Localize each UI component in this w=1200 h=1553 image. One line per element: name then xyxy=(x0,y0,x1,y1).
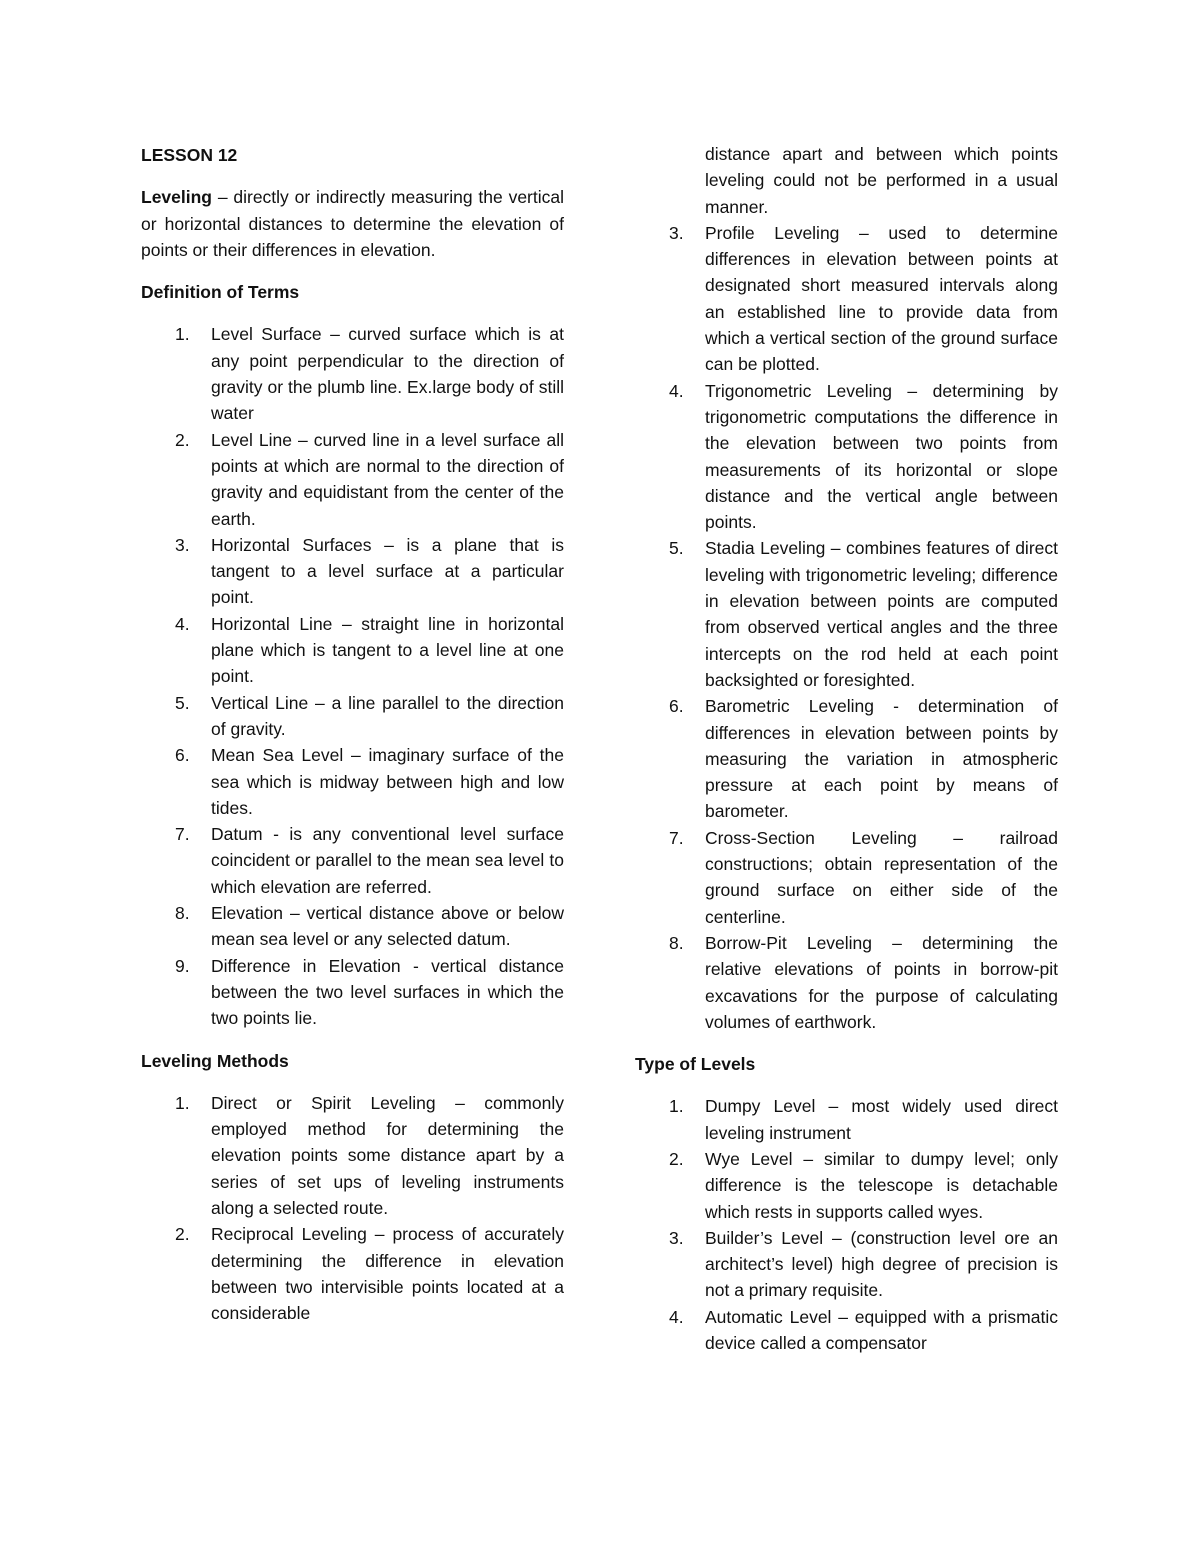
list-item xyxy=(141,742,564,821)
list-item xyxy=(635,378,1058,536)
list-number: 1. xyxy=(669,1096,684,1117)
list-number: 1. xyxy=(175,324,190,345)
list-text: Builder’s Level – (construction level ore an architect’s level) high degree of precision is not a primary requisite. xyxy=(705,1227,1058,1301)
list-number: 2. xyxy=(175,1224,190,1245)
list-text: Horizontal Surfaces – is a plane that is tangent to a level surface at a particular point. xyxy=(211,534,564,608)
list-number: 8. xyxy=(175,903,190,924)
list-number: 3. xyxy=(175,534,190,555)
list-item xyxy=(635,535,1058,693)
list-text: Direct or Spirit Leveling – commonly employed method for determining the elevation points some distance apart by a series of set ups of leveling instruments along a selected route. xyxy=(211,1092,564,1218)
right-column xyxy=(635,141,1058,1356)
list-text: Reciprocal Leveling – process of accurately determining the difference in elevation between two intervisible points located at a considerable xyxy=(211,1224,564,1324)
list-number: 7. xyxy=(669,827,684,848)
intro-paragraph xyxy=(141,184,564,263)
list-number: 3. xyxy=(669,222,684,243)
list-item xyxy=(141,690,564,743)
list-text: Mean Sea Level – imaginary surface of the sea which is midway between high and low tides. xyxy=(211,745,564,818)
list-item xyxy=(635,1146,1058,1225)
levels-heading: Type of Levels xyxy=(635,1054,756,1075)
list-item xyxy=(141,1090,564,1221)
methods-continuation: distance apart and between which points leveling could not be performed in a usual manner. xyxy=(705,144,1058,217)
list-number: 7. xyxy=(175,824,190,845)
list-item xyxy=(635,930,1058,1035)
intro-text: – directly or indirectly measuring the vertical or horizontal distances to determine the elevation of points or their differences in elevation. xyxy=(141,187,564,260)
list-text: Wye Level – similar to dumpy level; only difference is the telescope is detachable which rests in supports called wyes. xyxy=(705,1148,1058,1222)
list-item xyxy=(635,1093,1058,1146)
list-item xyxy=(141,427,564,532)
list-number: 6. xyxy=(669,696,684,717)
list-text: Borrow-Pit Leveling – determining the relative elevations of points in borrow-pit excavations for the purpose of calculating volumes of earthwork. xyxy=(705,932,1058,1032)
list-item xyxy=(141,900,564,953)
list-item xyxy=(635,220,1058,378)
list-text: Dumpy Level – most widely used direct leveling instrument xyxy=(705,1096,1058,1143)
list-item xyxy=(635,693,1058,824)
intro-term: Leveling xyxy=(141,187,212,208)
list-number: 4. xyxy=(669,1306,684,1327)
list-number: 5. xyxy=(669,538,684,559)
list-text: Automatic Level – equipped with a prismatic device called a compensator xyxy=(705,1306,1058,1354)
list-item xyxy=(635,1225,1058,1304)
definitions-list xyxy=(141,321,564,1031)
list-item xyxy=(141,321,564,426)
list-item xyxy=(635,825,1058,930)
list-number: 6. xyxy=(175,745,190,766)
list-item xyxy=(141,532,564,611)
list-number: 3. xyxy=(669,1227,684,1248)
list-item xyxy=(141,953,564,1032)
list-text: Level Line – curved line in a level surface all points at which are normal to the direction of gravity and equidistant from the center of the earth. xyxy=(211,429,564,529)
list-number: 4. xyxy=(669,380,684,401)
methods-list xyxy=(141,1090,564,1327)
list-number: 2. xyxy=(669,1148,684,1169)
list-text: Elevation – vertical distance above or below mean sea level or any selected datum. xyxy=(211,903,564,950)
list-item xyxy=(141,1221,564,1326)
list-text: Horizontal Line – straight line in horizontal plane which is tangent to a level line at one point. xyxy=(211,613,564,687)
methods-heading: Leveling Methods xyxy=(141,1050,289,1071)
list-number: 9. xyxy=(175,955,190,976)
list-item xyxy=(635,1304,1058,1357)
list-text: Barometric Leveling - determination of differences in elevation between points by measuring the variation in atmospheric pressure at each point by means of barometer. xyxy=(705,696,1058,822)
list-item xyxy=(141,821,564,900)
list-item xyxy=(141,611,564,690)
list-number: 2. xyxy=(175,429,190,450)
list-text: Level Surface – curved surface which is at any point perpendicular to the direction of gravity or the plumb line. Ex.large body of still water xyxy=(211,324,564,424)
methods-list-continued xyxy=(635,220,1058,1035)
left-column xyxy=(141,142,564,1326)
list-number: 5. xyxy=(175,692,190,713)
list-text: Trigonometric Leveling – determining by trigonometric computations the difference in the elevation between two points from measurements of its horizontal or slope distance and the vertical angle between points. xyxy=(705,380,1058,533)
list-number: 8. xyxy=(669,932,684,953)
list-text: Stadia Leveling – combines features of direct leveling with trigonometric leveling; difference in elevation between points are computed from observed vertical angles and the three intercepts on the rod held at each point backsighted or foresighted. xyxy=(705,538,1058,690)
list-text: Profile Leveling – used to determine differences in elevation between points at designated short measured intervals along an established line to provide data from which a vertical section of the ground surface can be plotted. xyxy=(705,222,1058,375)
lesson-title: LESSON 12 xyxy=(141,145,238,165)
list-text: Vertical Line – a line parallel to the direction of gravity. xyxy=(211,692,564,739)
list-text: Difference in Elevation - vertical distance between the two level surfaces in which the two points lie. xyxy=(211,955,564,1029)
definitions-heading: Definition of Terms xyxy=(141,282,300,303)
list-number: 4. xyxy=(175,613,190,634)
list-text: Datum - is any conventional level surface coincident or parallel to the mean sea level to which elevation are referred. xyxy=(211,824,564,897)
list-text: Cross-Section Leveling – railroad constructions; obtain representation of the ground surface on either side of the centerline. xyxy=(705,827,1058,927)
list-number: 1. xyxy=(175,1092,190,1113)
levels-list xyxy=(635,1093,1058,1356)
